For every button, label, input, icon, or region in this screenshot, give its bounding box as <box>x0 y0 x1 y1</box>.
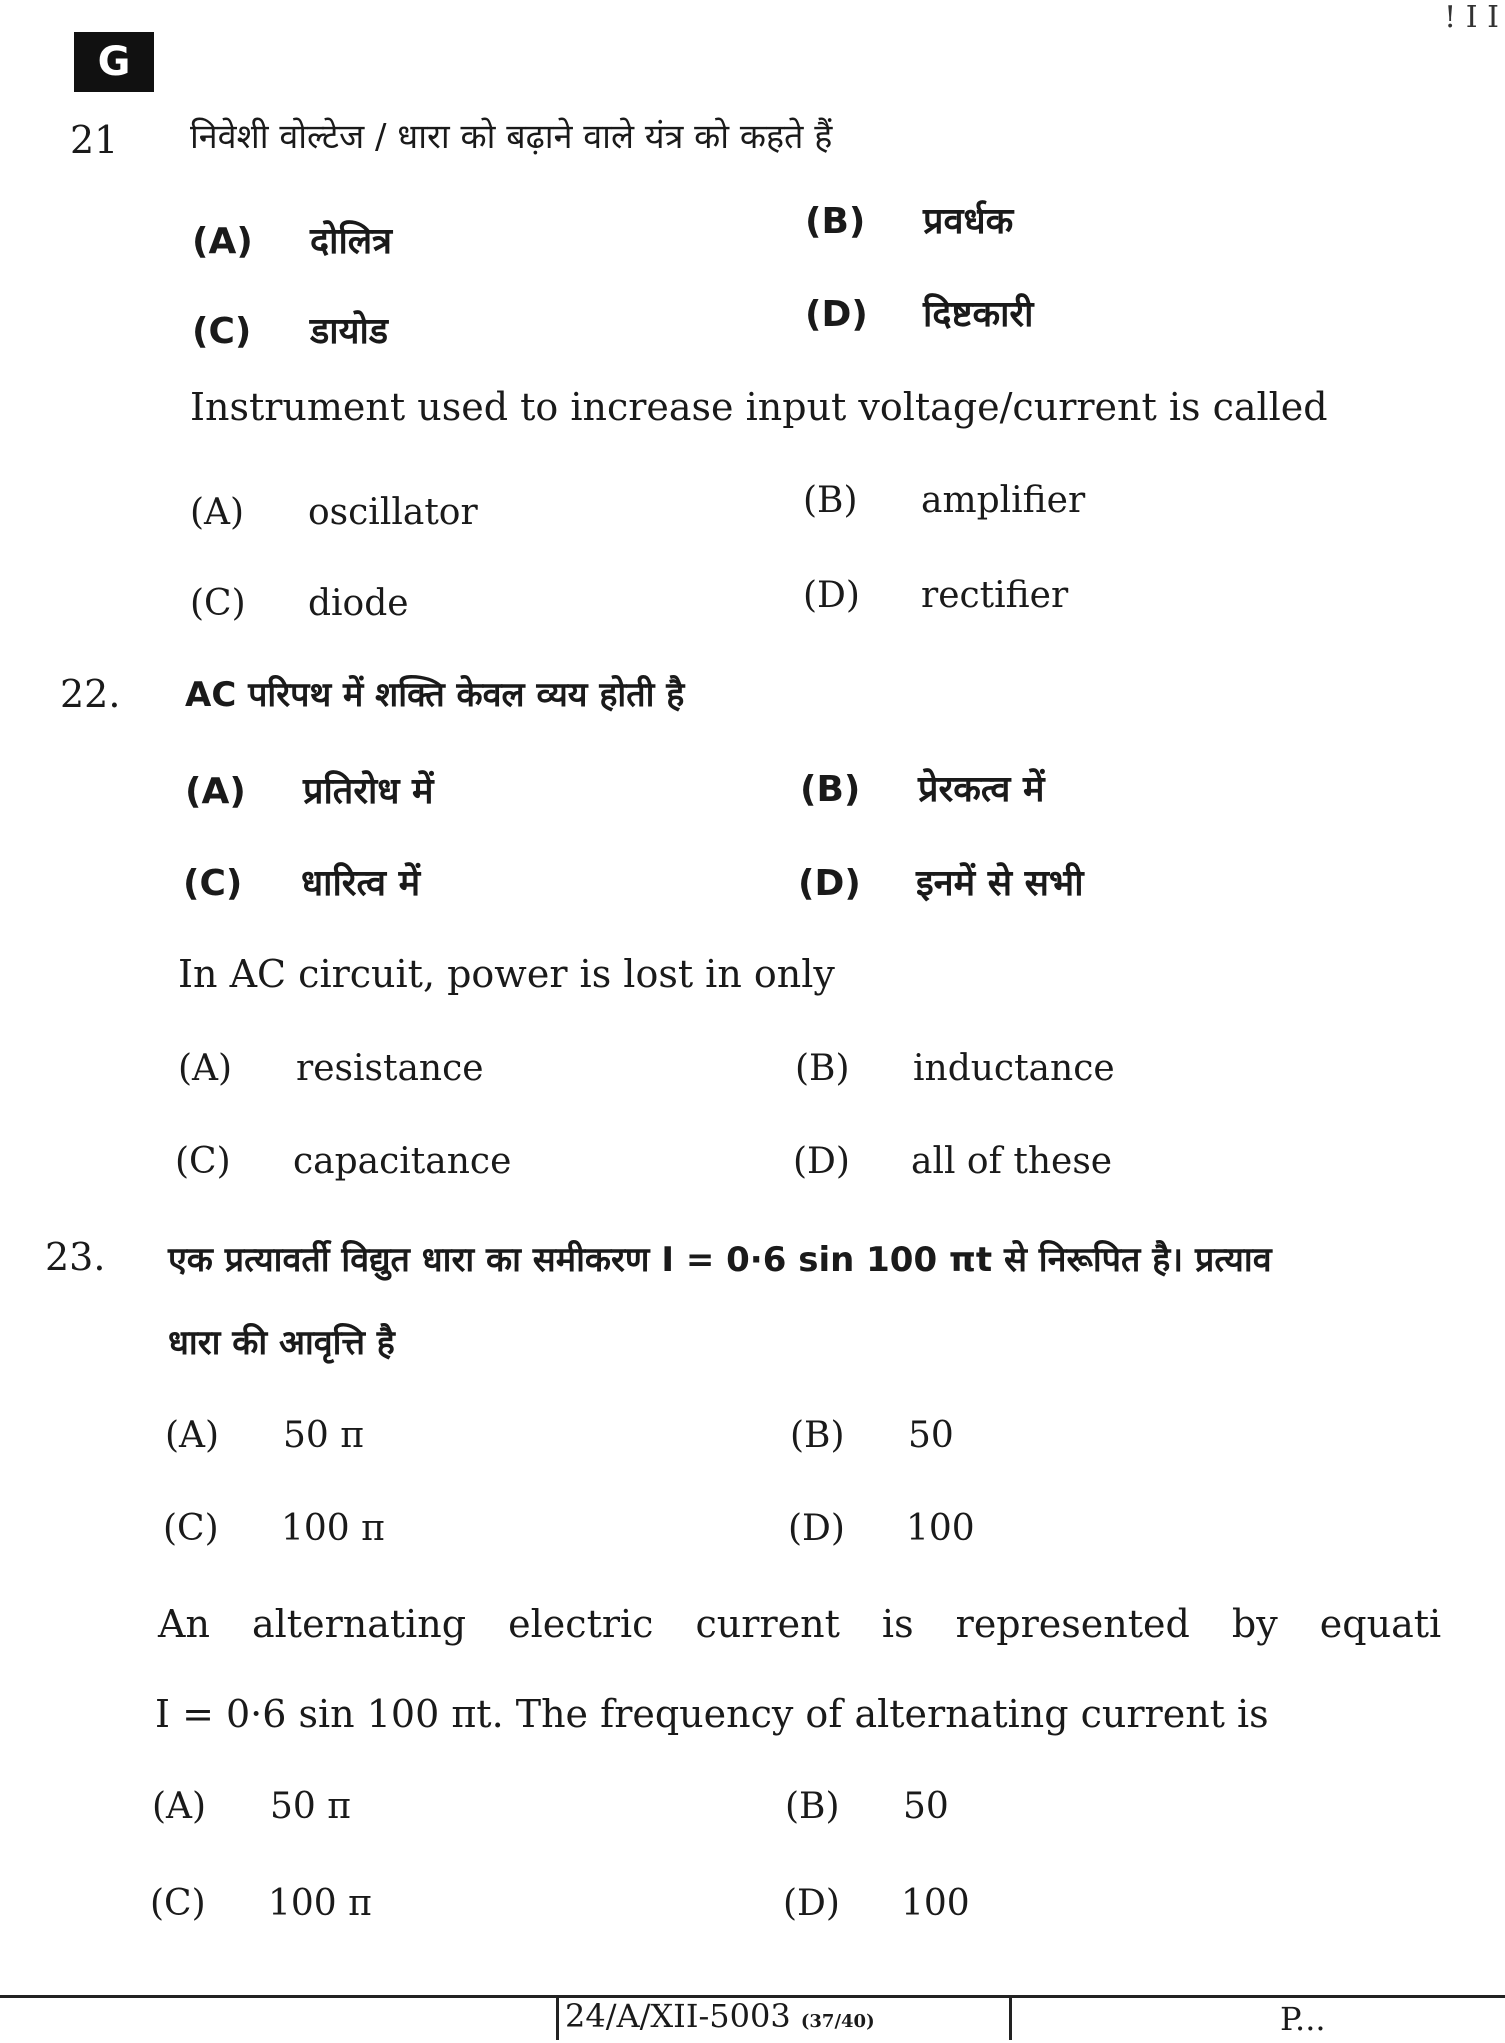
footer-code-box <box>556 1995 1012 2040</box>
q23-en-option-c: (C) 100 π <box>150 1883 372 1924</box>
question-23-english-line2: I = 0·6 sin 100 πt. The frequency of alternating current is <box>155 1692 1269 1736</box>
question-23-english-line1: An alternating electric current is represented by equati <box>158 1602 1442 1646</box>
q22-en-option-a: (A) resistance <box>178 1048 484 1089</box>
q21-hi-option-a: (A) दोलित्र <box>192 221 393 262</box>
question-number-23: 23. <box>45 1235 106 1279</box>
q23-en-option-a: (A) 50 π <box>152 1786 351 1827</box>
question-number-22: 22. <box>60 672 121 716</box>
q22-en-option-b: (B) inductance <box>795 1048 1115 1089</box>
set-badge: G <box>74 32 154 92</box>
q21-en-option-d: (D) rectifier <box>803 575 1069 616</box>
q21-en-option-c: (C) diode <box>190 583 409 624</box>
q21-en-option-a: (A) oscillator <box>190 492 478 533</box>
footer-code: 24/A/XII-5003 <box>565 1997 791 2035</box>
q22-hi-option-d: (D) इनमें से सभी <box>798 863 1084 904</box>
q22-en-option-d: (D) all of these <box>793 1141 1113 1182</box>
q22-hi-option-c: (C) धारित्व में <box>183 863 421 904</box>
question-number-21: 21 <box>70 118 119 162</box>
q22-en-option-c: (C) capacitance <box>175 1141 512 1182</box>
q21-hi-option-b: (B) प्रवर्धक <box>805 201 1014 242</box>
question-22-english: In AC circuit, power is lost in only <box>178 952 835 996</box>
q23-en-option-d: (D) 100 <box>783 1883 970 1924</box>
q21-hi-option-c: (C) डायोड <box>192 311 389 352</box>
question-21-hindi: निवेशी वोल्टेज / धारा को बढ़ाने वाले यंत्र को कहते हैं <box>190 117 833 157</box>
q23-hi-option-d: (D) 100 <box>788 1508 975 1549</box>
q22-hi-option-a: (A) प्रतिरोध में <box>185 771 434 812</box>
footer-page-code: (37/40) <box>800 2011 875 2032</box>
corner-mark: ! I I <box>1444 0 1499 35</box>
q23-hi-option-a: (A) 50 π <box>165 1415 364 1456</box>
question-21-english: Instrument used to increase input voltage/current is called <box>190 385 1328 429</box>
q21-hi-option-d: (D) दिष्टकारी <box>805 294 1034 335</box>
footer-right-text: P... <box>1280 2000 1326 2038</box>
q23-hi-option-b: (B) 50 <box>790 1415 954 1456</box>
q22-hi-option-b: (B) प्रेरकत्व में <box>800 769 1045 810</box>
question-22-hindi: AC परिपथ में शक्ति केवल व्यय होती है <box>185 675 685 715</box>
q23-en-option-b: (B) 50 <box>785 1786 949 1827</box>
question-23-hindi-line2: धारा की आवृत्ति है <box>168 1323 395 1363</box>
question-23-hindi-line1: एक प्रत्यावर्ती विद्युत धारा का समीकरण I = 0·6 sin 100 πt से निरूपित है। प्रत्याव <box>168 1240 1272 1280</box>
q23-hi-option-c: (C) 100 π <box>163 1508 385 1549</box>
q21-en-option-b: (B) amplifier <box>803 480 1086 521</box>
